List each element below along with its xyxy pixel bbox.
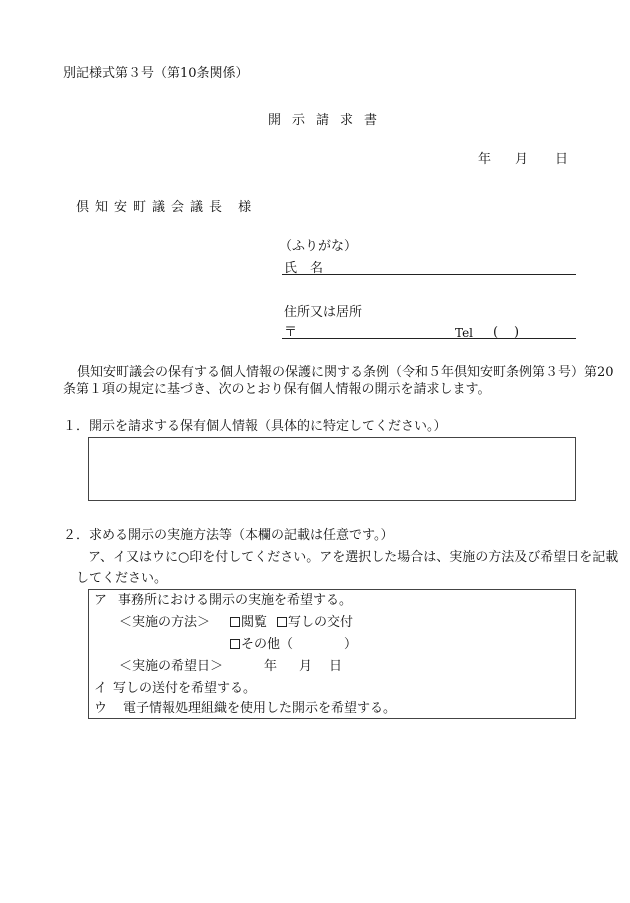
address-field[interactable] xyxy=(282,338,576,339)
method-other-option[interactable] xyxy=(230,637,293,653)
method-view-option[interactable] xyxy=(230,615,267,631)
section1-heading: １．開示を請求する保有個人情報（具体的に特定してください。） xyxy=(63,419,447,434)
option-a-mark[interactable]: ア xyxy=(94,593,108,608)
address-label: 住所又は居所 xyxy=(284,305,363,320)
option-i-text: 写しの送付を希望する。 xyxy=(113,681,257,696)
option-a-text: 事務所における開示の実施を希望する。 xyxy=(118,593,353,608)
method-other-label: その他（ xyxy=(241,637,294,652)
section2-heading: ２．求める開示の実施方法等（本欄の記載は任意です。） xyxy=(63,528,394,543)
name-label: 氏 名 xyxy=(284,261,324,276)
intro-line-1: 倶知安町議会の保有する個人情報の保護に関する条例（令和５年倶知安町条例第３号）第20 xyxy=(77,365,614,380)
tel-paren-open: ( xyxy=(493,325,499,340)
desired-date-year: 年 xyxy=(264,659,278,674)
method-other-close: ） xyxy=(344,637,358,652)
tel-paren-close: ) xyxy=(514,325,520,340)
checkbox-view[interactable] xyxy=(230,617,240,627)
option-u-text: 電子情報処理組織を使用した開示を希望する。 xyxy=(123,701,397,716)
furigana-label: （ふりがな） xyxy=(279,239,358,254)
option-i-mark[interactable]: イ xyxy=(94,681,108,696)
personal-info-textarea[interactable] xyxy=(88,437,576,501)
method-copy-label: 写しの交付 xyxy=(288,615,354,630)
addressee: 倶知安町議会議長 様 xyxy=(76,200,258,215)
method-copy-option[interactable] xyxy=(277,615,353,631)
method-label: ＜実施の方法＞ xyxy=(119,615,211,630)
date-month-label: 月 xyxy=(515,152,529,167)
tel-label: Tel xyxy=(455,326,474,340)
method-view-label: 閲覧 xyxy=(241,615,268,630)
checkbox-other[interactable] xyxy=(230,639,240,649)
section2-note-line-1: ア、イ又はウに○印を付してください。アを選択した場合は、実施の方法及び希望日を記載 xyxy=(88,550,619,565)
page-title: 開示請求書 xyxy=(268,113,389,128)
name-field[interactable] xyxy=(282,274,576,275)
desired-date-label: ＜実施の希望日＞ xyxy=(119,659,224,674)
option-u-mark[interactable]: ウ xyxy=(94,701,108,716)
section2-note-line-2: してください。 xyxy=(76,571,168,586)
date-year-label: 年 xyxy=(478,152,492,167)
checkbox-copy[interactable] xyxy=(277,617,287,627)
postal-mark: 〒 xyxy=(284,325,298,340)
desired-date-day: 日 xyxy=(329,659,343,674)
disclosure-method-box xyxy=(88,589,576,719)
intro-line-2: 条第１項の規定に基づき、次のとおり保有個人情報の開示を請求します。 xyxy=(63,382,491,397)
form-number: 別記様式第３号（第10条関係） xyxy=(63,66,249,81)
desired-date-month: 月 xyxy=(299,659,313,674)
date-day-label: 日 xyxy=(555,152,569,167)
